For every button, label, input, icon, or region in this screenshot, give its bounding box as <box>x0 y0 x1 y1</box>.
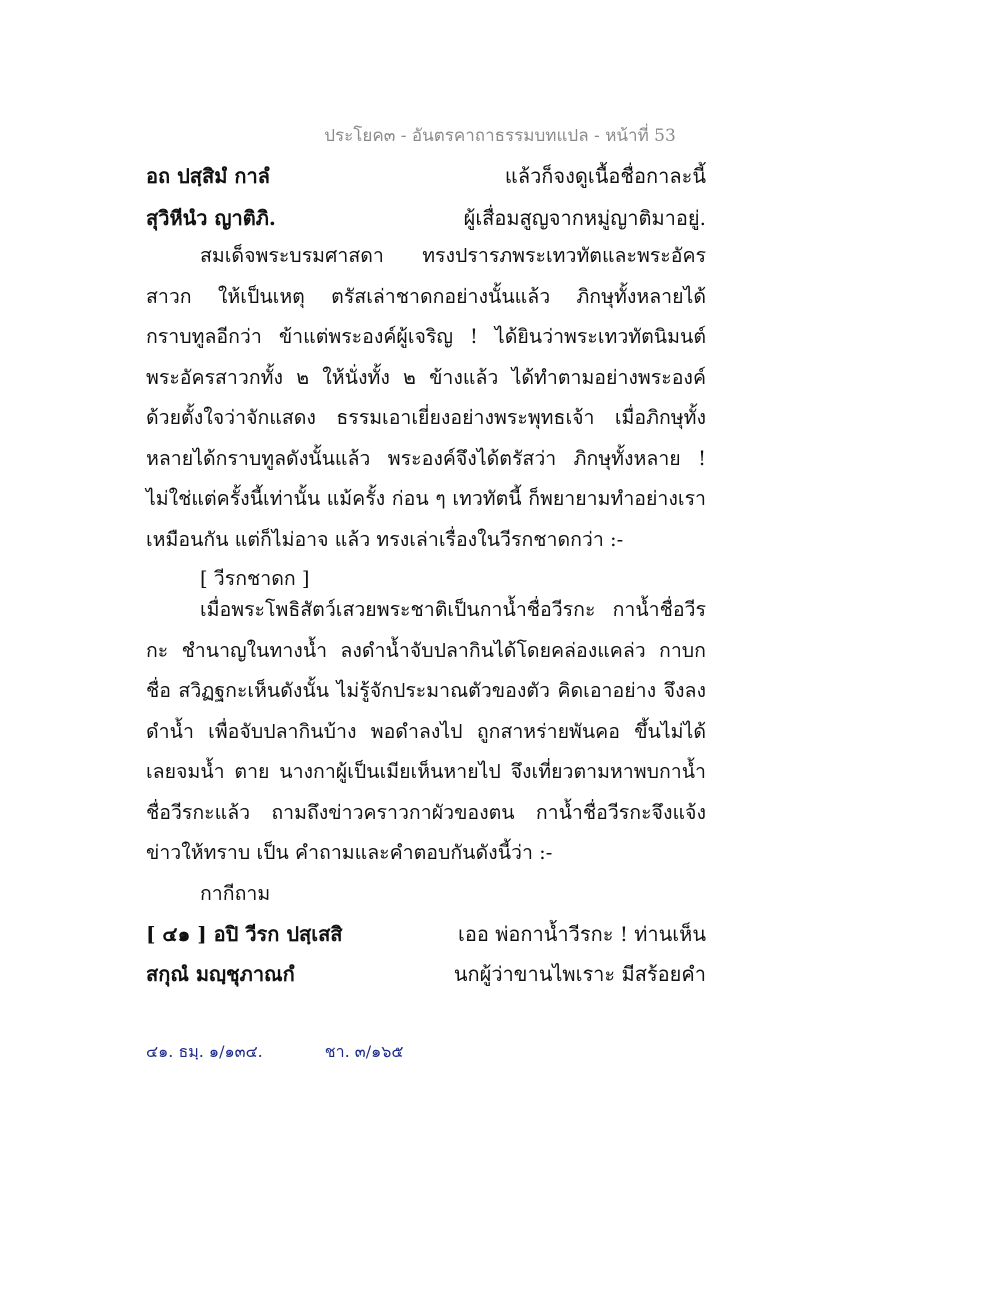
body-paragraph <box>146 590 706 874</box>
pali-verse: สุวิหีนํว ญาติภิ. <box>146 206 276 230</box>
verse-translation: แล้วก็จงดูเนื้อชื่อกาละนี้ <box>504 164 706 188</box>
pali-verse: [ ๔๑ ] อปิ วีรก ปสฺเสสิ <box>146 922 343 946</box>
pali-verse: อถ ปสฺสิมํ กาลํ <box>146 164 270 188</box>
verse-translation: เออ พ่อกาน้ำวีรกะ ! ท่านเห็น <box>457 922 706 946</box>
section-label: [ วีรกชาดก ] <box>200 567 310 590</box>
footnote-ref: ๔๑. ธมฺ. ๑/๑๓๔. <box>146 1042 263 1061</box>
paragraph-text: เมื่อพระโพธิสัตว์เสวยพระชาติเป็นกาน้ำชื่อวีรกะ กาน้ำชื่อวีรกะ ชำนาญในทางน้ำ ลงดำน้ำจับปลากินได้โดยคล่องแคล่ว กาบกชื่อ สวิฏฐกะเห็นดังนั้น ไม่รู้จักประมาณตัวของตัว คิดเอาอย่าง จึงลงดำน้ำ เพื่อจับปลากินบ้าง พอดำลงไป ถูกสาหร่ายพันคอ ขึ้นไม่ได้ เลยจมน้ำ ตาย นางกาผู้เป็นเมียเห็นหายไป จึงเที่ยวตามหาพบกาน้ำชื่อวีรกะแล้ว ถามถึงข่าวคราวกาผัวของตน กาน้ำชื่อวีรกะจึงแจ้งข่าวให้ทราบ เป็น คำถามและคำตอบกันดังนี้ว่า :- <box>146 598 706 864</box>
verse-line <box>146 160 706 190</box>
verse-line <box>146 958 706 988</box>
body-paragraph <box>146 236 706 560</box>
footnote-ref: ชา. ๓/๑๖๕ <box>324 1042 404 1061</box>
footnote <box>146 1040 404 1065</box>
pali-verse: สกุณํ มญฺชุภาณกํ <box>146 962 295 986</box>
verse-line <box>146 918 706 948</box>
speaker-label: กากีถาม <box>200 882 271 905</box>
verse-translation: ผู้เสื่อมสูญจากหมู่ญาติมาอยู่. <box>463 206 706 230</box>
paragraph-text: สมเด็จพระบรมศาสดา ทรงปรารภพระเทวทัตและพระอัครสาวก ให้เป็นเหตุ ตรัสเล่าชาดกอย่างนั้นแล้ว ภิกษุทั้งหลายได้กราบทูลอีกว่า ข้าแต่พระองค์ผู้เจริญ ! ได้ยินว่าพระเทวทัตนิมนต์พระอัครสาวกทั้ง ๒ ให้นั่งทั้ง ๒ ข้างแล้ว ได้ทำตามอย่างพระองค์ ด้วยตั้งใจว่าจักแสดง ธรรมเอาเยี่ยงอย่างพระพุทธเจ้า เมื่อภิกษุทั้งหลายได้กราบทูลดังนั้นแล้ว พระองค์จึงได้ตรัสว่า ภิกษุทั้งหลาย ! ไม่ใช่แต่ครั้งนี้เท่านั้น แม้ครั้ง ก่อน ๆ เทวทัตนี้ ก็พยายามทำอย่างเราเหมือนกัน แต่ก็ไม่อาจ แล้ว ทรงเล่าเรื่องในวีรกชาดกว่า :- <box>146 244 706 551</box>
verse-translation: นกผู้ว่าขานไพเราะ มีสร้อยคำ <box>453 962 706 986</box>
verse-line <box>146 202 706 232</box>
running-header: ประโยค๓ - อันตรคาถาธรรมบทแปล - หน้าที่ 53 <box>324 126 676 146</box>
